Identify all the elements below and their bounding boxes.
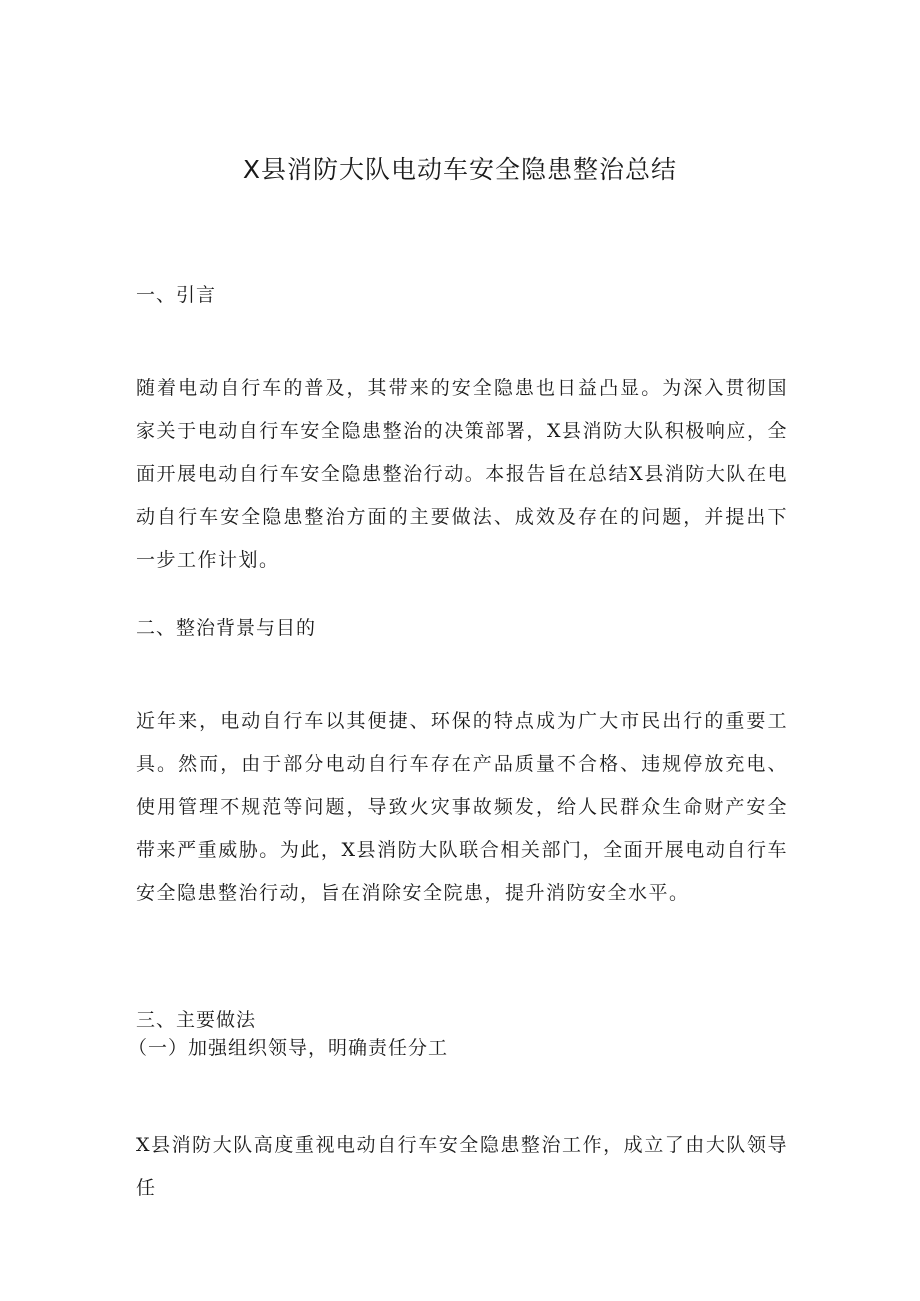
- section-heading-background: 二、整治背景与目的: [136, 617, 317, 639]
- section-heading-introduction: 一、引言: [136, 284, 217, 306]
- section-paragraph-introduction: 随着电动自行车的普及，其带来的安全隐患也日益凸显。为深入贯彻国家关于电动自行车安全隐患整治的决策部署，X县消防大队积极响应，全面开展电动自行车安全隐患整治行动。本报告旨在总结X县消防大队在电动自行车安全隐患整治方面的主要做法、成效及存在的问题，并提出下一步工作计划。: [136, 377, 788, 571]
- section-paragraph-background: 近年来，电动自行车以其便捷、环保的特点成为广大市民出行的重要工具。然而，由于部分电动自行车存在产品质量不合格、违规停放充电、使用管理不规范等问题，导致火灾事故频发，给人民群众生命财产安全带来严重威胁。为此，X县消防大队联合相关部门，全面开展电动自行车安全隐患整治行动，旨在消除安全院患，提升消防安全水平。: [136, 710, 788, 904]
- document-title: X县消防大队电动车安全隐患整治总结: [242, 155, 678, 184]
- section-heading-main-practices: 三、主要做法: [136, 1009, 257, 1031]
- section-subheading-organization: （一）加强组织领导，明确责任分工: [128, 1037, 449, 1059]
- section-paragraph-main-practices: X县消防大队高度重视电动自行车安全隐患整治工作，成立了由大队领导任: [136, 1134, 788, 1199]
